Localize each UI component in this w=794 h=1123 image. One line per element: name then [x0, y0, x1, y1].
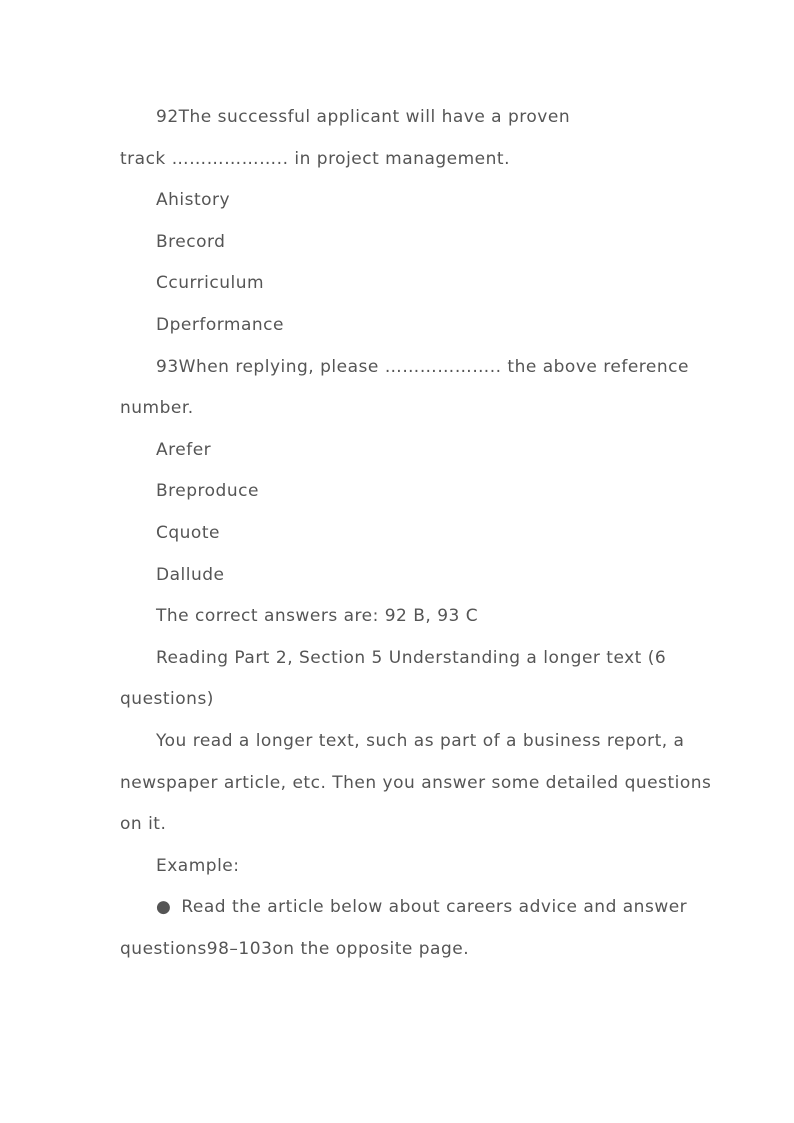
- option-a-refer: Arefer: [156, 439, 212, 460]
- option-c-curriculum: Ccurriculum: [156, 273, 265, 294]
- bullet-icon: ●: [156, 897, 172, 918]
- option-b-record: Brecord: [156, 231, 226, 252]
- question-93-line-2: number.: [120, 398, 194, 419]
- option-c-quote: Cquote: [156, 522, 220, 543]
- bullet-instruction-line-1: ● Read the article below about careers advice and answer: [120, 887, 680, 929]
- bullet-instruction-line-2: questions98–103on the opposite page.: [120, 938, 470, 959]
- option-b-reproduce: Breproduce: [156, 481, 259, 502]
- question-93-line-1: 93When replying, please ……………….. the above reference: [156, 356, 689, 377]
- option-d-performance: Dperformance: [156, 314, 284, 335]
- question-92-line-1: 92The successful applicant will have a proven: [156, 107, 571, 127]
- document-page: [120, 97, 712, 970]
- question-92-line-2: track ……………….. in project management.: [120, 148, 510, 169]
- option-d-allude: Dallude: [156, 564, 225, 585]
- example-label: Example:: [156, 855, 240, 876]
- description-line-3: on it.: [120, 814, 167, 835]
- option-a-history: Ahistory: [156, 190, 231, 211]
- description-line-2: newspaper article, etc. Then you answer some detailed questions: [120, 772, 712, 793]
- section-heading-line-1: Reading Part 2, Section 5 Understanding a longer text (6: [156, 647, 667, 668]
- section-heading-line-2: questions): [120, 689, 214, 710]
- answers-line: The correct answers are: 92 B, 93 C: [156, 606, 479, 627]
- description-line-1: You read a longer text, such as part of a business report, a: [156, 730, 685, 751]
